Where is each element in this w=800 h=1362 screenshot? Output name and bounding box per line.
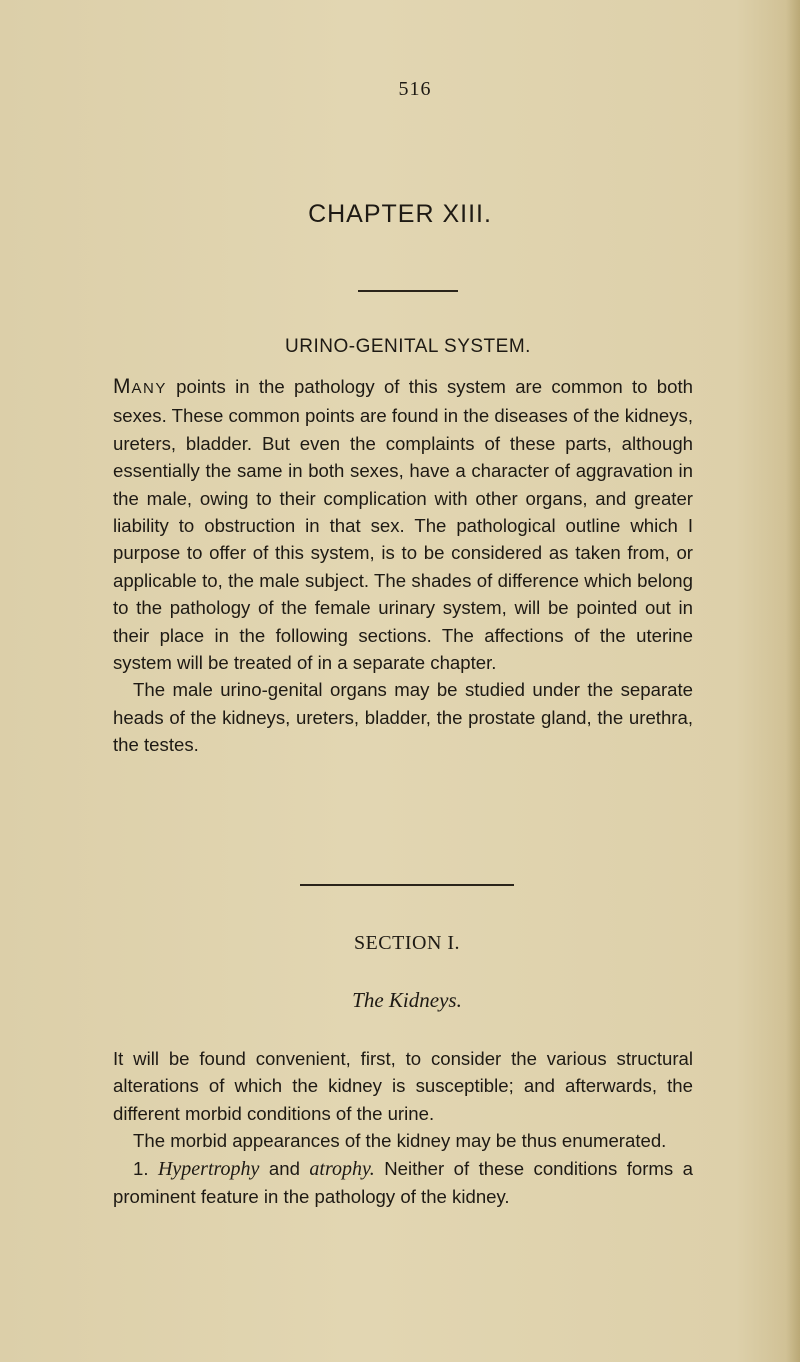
section-list-item-1 <box>113 1155 693 1211</box>
section-subtitle: The Kidneys. <box>352 988 462 1012</box>
term-hypertrophy: Hypertrophy <box>157 1157 260 1180</box>
section-text <box>113 1045 693 1210</box>
page-number: 516 <box>398 78 432 100</box>
list-item-number: 1. <box>133 1157 158 1179</box>
chapter-title: CHAPTER XIII. <box>308 200 492 228</box>
intro-paragraph-1-text: points in the pathology of this system are common to both sexes. These common points are found in the diseases of the kidneys, ureters, bladder. But even the complaints of these parts, although essentially the same in both sexes, have a character of aggravation in the male, owing to their complication with other organs, and greater liability to obstruction in that sex. The pathological outline which I purpose to offer of this system, is to be considered as taken from, or applicable to, the male subject. The shades of difference which belong to the pathology of the female urinary system, will be pointed out in their place in the following sections. The affections of the uterine system will be treated of in a separate chapter. <box>113 376 693 674</box>
chapter-divider <box>358 290 458 292</box>
small-caps-word: ANY <box>131 380 167 397</box>
intro-text <box>113 373 693 759</box>
drop-initial: M <box>113 375 132 398</box>
section-paragraph-1: It will be found convenient, first, to consider the various structural alterations of which the kidney is susceptible; and afterwards, the different morbid conditions of the urine. <box>113 1048 693 1124</box>
term-atrophy: atrophy. <box>309 1157 375 1180</box>
section-divider <box>300 884 514 886</box>
section-title: SECTION I. <box>353 932 461 954</box>
chapter-subtitle: URINO-GENITAL SYSTEM. <box>285 336 531 357</box>
intro-paragraph-1 <box>113 373 693 676</box>
section-paragraph-2: The morbid appearances of the kidney may be thus enumerated. <box>133 1130 667 1152</box>
intro-paragraph-2: The male urino-genital organs may be studied under the separate heads of the kidneys, ureters, bladder, the prostate gland, the urethra, the testes. <box>113 679 693 756</box>
list-item-text: Neither of these conditions forms a prominent feature in the pathology of the kidney. <box>113 1157 693 1208</box>
conjunction: and <box>259 1157 310 1179</box>
